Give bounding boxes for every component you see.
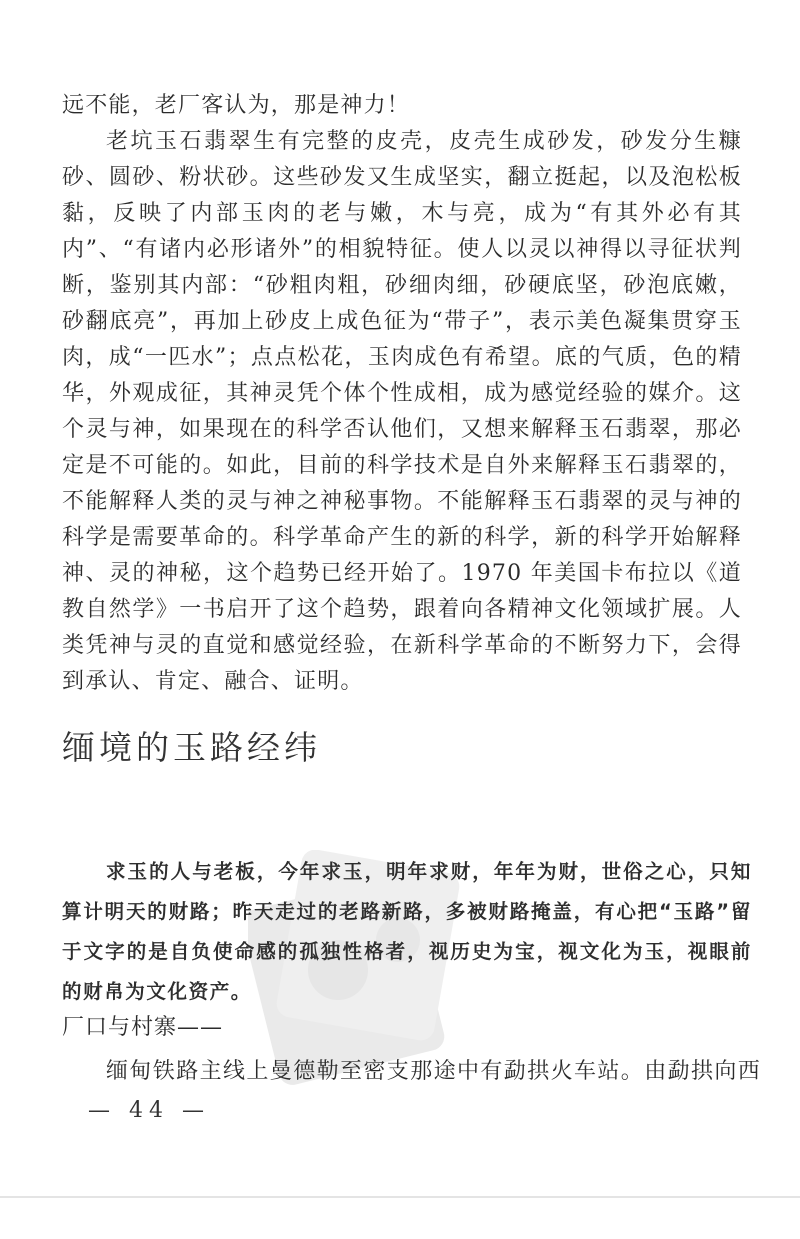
paragraph-jade-skin: 老坑玉石翡翠生有完整的皮壳，皮壳生成砂发，砂发分生糠砂、圆砂、粉状砂。这些砂发又生成坚实，翻立挺起，以及泡松板黏，反映了内部玉肉的老与嫩，木与亮，成为“有其外必有其内”、“有诸内必形诸外”的相貌特征。使人以灵以神得以寻征状判断，鉴别其内部：“砂粗肉粗，砂细肉细，砂硬底坚，砂泡底嫩，砂翻底亮”，再加上砂皮上成色征为“带子”，表示美色凝集贯穿玉肉，成“一匹水”；点点松花，玉肉成色有希望。底的气质，色的精华，外观成征，其神灵凭个体个性成相，成为感觉经验的媒介。这个灵与神，如果现在的科学否认他们，又想来解释玉石翡翠，那必定是不可能的。如此，目前的科学技术是自外来解释玉石翡翠的，不能解释人类的灵与神之神秘事物。不能解释玉石翡翠的灵与神的科学是需要革命的。科学革命产生的新的科学，新的科学开始解释神、灵的神秘，这个趋势已经开始了。1970 年美国卡布拉以《道教自然学》一书启开了这个趋势，跟着向各精神文化领域扩展。人类凭神与灵的直觉和感觉经验，在新科学革命的不断努力下，会得到承认、肯定、融合、证明。	[62, 129, 742, 694]
subsection-heading: 厂口与村寨——	[62, 1015, 224, 1040]
section-intro: 求玉的人与老板，今年求玉，明年求财，年年为财，世俗之心，只知算计明天的财路；昨天走过的老路新路，多被财路掩盖，有心把“玉路”留于文字的是自负使命感的孤独性格者，视历史为宝，视文化为玉，视眼前的财帛为文化资产。	[62, 860, 752, 1003]
section-title: 缅境的玉路经纬	[62, 728, 321, 767]
page-number: — 44 —	[88, 1098, 210, 1123]
paragraph-railway: 缅甸铁路主线上曼德勒至密支那途中有勐拱火车站。由勐拱向西	[106, 1059, 762, 1084]
paragraph-continuation: 远不能，老厂客认为，那是神力！	[62, 93, 411, 118]
body-text	[62, 88, 742, 700]
bottom-divider	[0, 1196, 800, 1198]
